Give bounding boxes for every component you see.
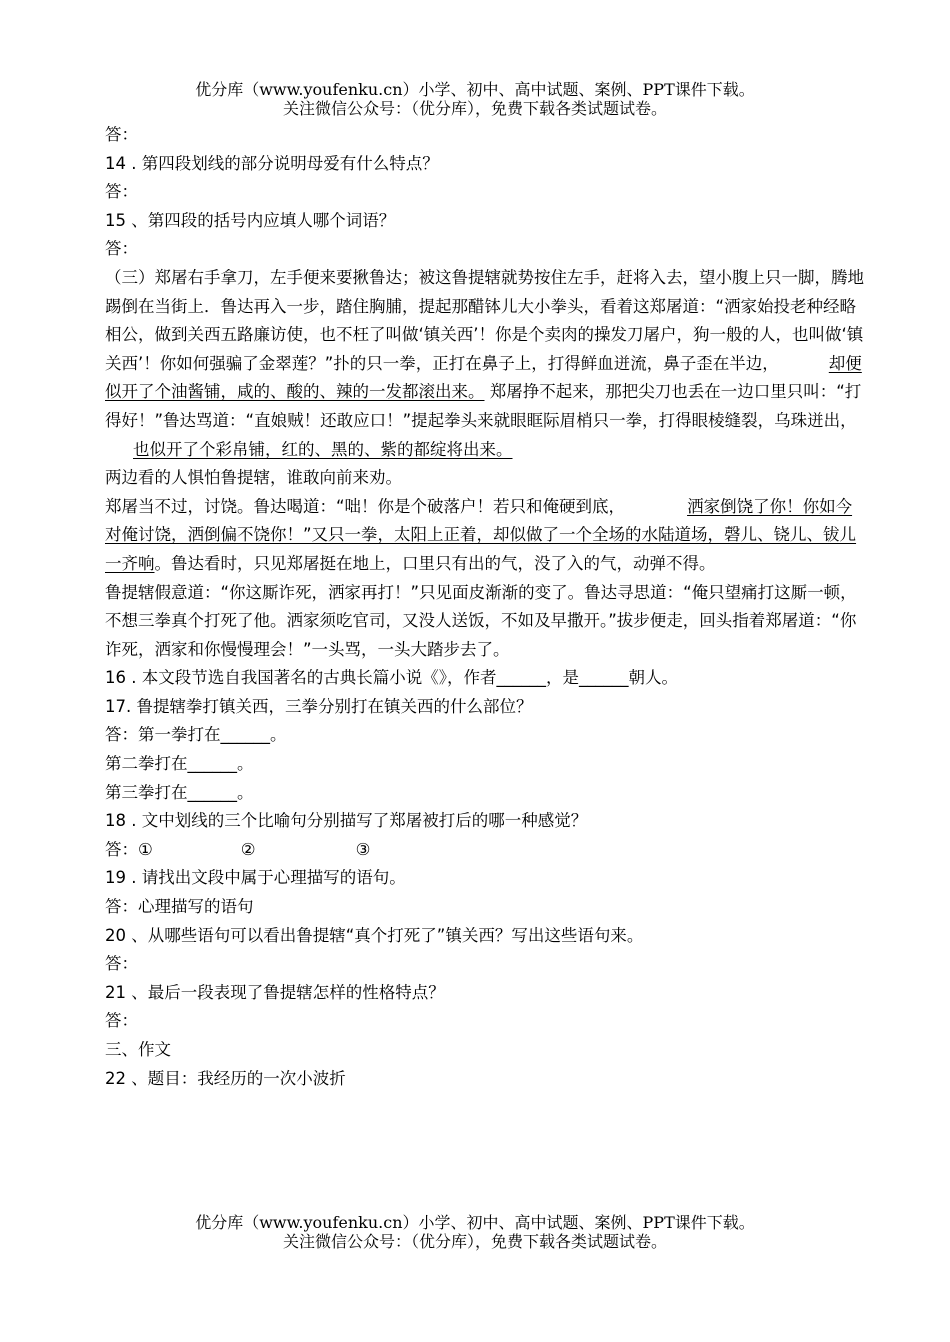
header-line-1: 优分库（www.youfenku.cn）小学、初中、高中试题、案例、PPT课件下载。 (195, 80, 755, 99)
answer-18-blank-2: ② (240, 839, 256, 859)
page-footer (0, 1213, 950, 1251)
footer-line-1: 优分库（www.youfenku.cn）小学、初中、高中试题、案例、PPT课件下载。 (195, 1213, 755, 1232)
section-heading-composition: 三、作文 (105, 1040, 171, 1059)
question-21: 21 、最后一段表现了鲁提辖怎样的性格特点？ (105, 982, 445, 1002)
underlined-simile-3: 洒家倒饶了你！你如今对俺讨饶，洒倒偏不饶你！”又只一拳，太阳上正着，却似做了一个全场的水陆道场，磬儿、铙儿、钹儿一齐响 (105, 496, 857, 573)
document-body (105, 121, 865, 1093)
answer-15: 答： (105, 239, 138, 259)
question-22: 22 、题目：我经历的一次小波折 (105, 1068, 346, 1088)
passage-paragraph-1 (105, 264, 865, 464)
question-14: 14 . 第四段划线的部分说明母爱有什么特点？ (105, 153, 439, 173)
question-19: 19 . 请找出文段中属于心理描写的语句。 (105, 868, 406, 888)
answer-19: 答：心理描写的语句 (105, 897, 254, 917)
passage-text: 郑屠挣不起来，那把尖刀也丢在一边口里只叫：“打得好！”鲁达骂道：“直娘贼！还敢应口！”提起拳头来就眼眶际眉梢只一拳，打得眼棱缝裂，乌珠迸出， (105, 382, 862, 430)
question-16: 16 . 本文段节选自我国著名的古典长篇小说《》，作者______，是______朝人。 (105, 668, 678, 688)
question-18: 18 . 文中划线的三个比喻句分别描写了郑屠被打后的哪一种感觉？ (105, 811, 588, 831)
question-17: 17. 鲁提辖拳打镇关西，三拳分别打在镇关西的什么部位？ (105, 696, 533, 716)
answer-13: 答： (105, 125, 138, 144)
answer-17-first: 答：第一拳打在______。 (105, 725, 287, 745)
passage-paragraph-4: 鲁提辖假意道：“你这厮诈死，洒家再打！”只见面皮渐渐的变了。鲁达寻思道：“俺只望痛打这厮一顿，不想三拳真个打死了他。洒家须吃官司，又没人送饭，不如及早撒开。”拔步便走，回头指着郑屠道：“你诈死，洒家和你慢慢理会！”一头骂，一头大踏步去了。 (105, 582, 857, 659)
answer-18-blank-3: ③ (355, 839, 371, 859)
passage-paragraph-3 (105, 493, 865, 579)
answer-18 (105, 836, 865, 865)
question-20: 20 、从哪些语句可以看出鲁提辖“真个打死了”镇关西？写出这些语句来。 (105, 925, 644, 945)
question-15: 15 、第四段的括号内应填人哪个词语？ (105, 210, 396, 230)
answer-21: 答： (105, 1011, 138, 1031)
passage-paragraph-2: 两边看的人惧怕鲁提辖，谁敢向前来劝。 (105, 468, 402, 488)
passage-text: （三）郑屠右手拿刀，左手便来要揪鲁达；被这鲁提辖就势按住左手，赶将入去，望小腹上只一脚，腾地踢倒在当街上．鲁达再入一步，踏住胸脯，提起那醋钵儿大小拳头，看着这郑屠道：“洒家始投老种经略相公，做到关西五路廉访使，也不枉了叫做‘镇关西’！你是个卖肉的操发刀屠户，狗一般的人，也叫做‘镇关西’！你如何强骗了金翠莲？”扑的只一拳，正打在鼻子上，打得鲜血迸流，鼻子歪在半边， (105, 267, 864, 373)
passage-text: 郑屠当不过，讨饶。鲁达喝道：“咄！你是个破落户！若只和俺硬到底， (105, 496, 626, 516)
header-line-2: 关注微信公众号：（优分库），免费下载各类试题试卷。 (282, 99, 667, 118)
passage-text: 。鲁达看时，只见郑屠挺在地上，口里只有出的气，没了入的气，动弹不得。 (154, 553, 716, 573)
answer-18-label: 答：① (105, 839, 153, 859)
underlined-simile-2: 也似开了个彩帛铺，红的、黑的、紫的都绽将出来。 (133, 439, 513, 459)
page-header (0, 80, 950, 118)
answer-17-third: 第三拳打在______。 (105, 782, 254, 802)
answer-20: 答： (105, 954, 138, 974)
footer-line-2: 关注微信公众号：（优分库），免费下载各类试题试卷。 (282, 1232, 667, 1251)
underlined-simile-1: 却便似开了个油酱铺，咸的、酸的、辣的一发都滚出来。 (105, 353, 862, 402)
answer-17-second: 第二拳打在______。 (105, 754, 254, 774)
answer-14: 答： (105, 182, 138, 202)
